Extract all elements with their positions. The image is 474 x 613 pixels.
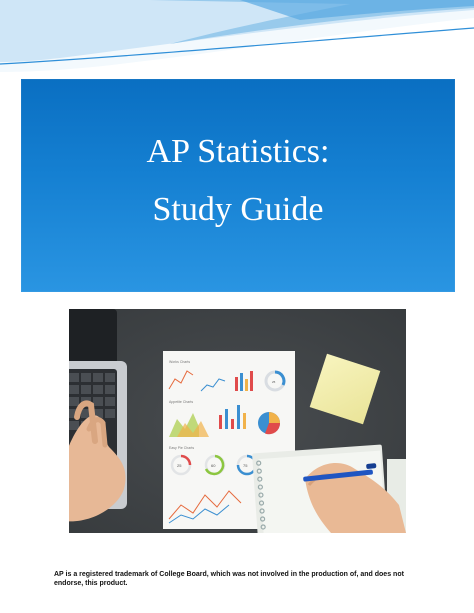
donut-value-1: 25 xyxy=(177,463,182,468)
paper-heading-middle: Appetite Charts xyxy=(169,400,194,404)
title-banner xyxy=(21,79,455,292)
paper-heading-bottom: Easy Pie Charts xyxy=(169,446,195,450)
decorative-swoosh xyxy=(0,0,474,80)
donut-value-2: 60 xyxy=(211,463,216,468)
cover-photo xyxy=(69,309,406,533)
title-line-1: AP Statistics: xyxy=(146,133,330,170)
title-line-2: Study Guide xyxy=(152,191,324,228)
trademark-disclaimer: AP is a registered trademark of College Board, which was not involved in the production of, and does not endorse, this product. xyxy=(54,571,404,587)
top-donut-value: 25 xyxy=(272,380,276,384)
donut-value-3: 75 xyxy=(243,463,248,468)
paper-heading-top: Works Charts xyxy=(169,360,191,364)
